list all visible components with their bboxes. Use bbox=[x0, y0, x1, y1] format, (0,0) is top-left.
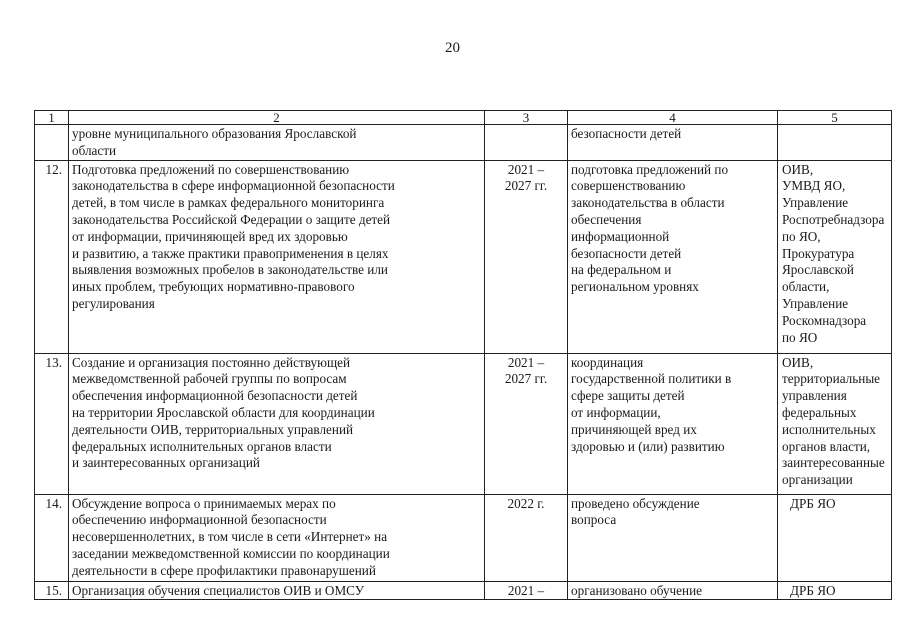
responsible-cell bbox=[778, 353, 892, 494]
cell-line: причиняющей вред их bbox=[571, 421, 697, 437]
period-cell bbox=[485, 160, 568, 353]
cell-line: 2027 гг. bbox=[504, 371, 548, 387]
cell-line: законодательства в сфере информационной безопасности bbox=[72, 178, 395, 194]
activity-cell bbox=[69, 353, 485, 494]
cell-line: несовершеннолетних, в том числе в сети «Интернет» на bbox=[72, 529, 388, 545]
cell-line: Управление bbox=[782, 195, 849, 211]
cell-line: Роскомнадзора bbox=[782, 312, 867, 328]
header-col-3: 3 bbox=[485, 111, 568, 125]
cell-line: законодательства в области bbox=[571, 195, 725, 211]
cell-line: сфере защиты детей bbox=[571, 388, 685, 404]
cell-line: здоровью и (или) развитию bbox=[571, 438, 725, 454]
cell-line: на федеральном и bbox=[571, 262, 672, 278]
cell-line: безопасности детей bbox=[571, 245, 682, 261]
cell-line: межведомственной рабочей группы по вопросам bbox=[72, 371, 347, 387]
activity-cell bbox=[69, 125, 485, 161]
row-number: 14. bbox=[35, 494, 69, 581]
result-cell bbox=[568, 353, 778, 494]
cell-line: обеспечения информационной безопасности детей bbox=[72, 388, 358, 404]
cell-line: 2021 – bbox=[507, 582, 545, 598]
cell-line: обеспечения bbox=[571, 211, 642, 227]
cell-line: заседании межведомственной комиссии по координации bbox=[72, 545, 390, 561]
cell-line: Управление bbox=[782, 295, 849, 311]
responsible-cell bbox=[778, 581, 892, 600]
cell-line: Создание и организация постоянно действующей bbox=[72, 354, 351, 370]
cell-line: 2021 – bbox=[507, 161, 545, 177]
header-col-5: 5 bbox=[778, 111, 892, 125]
cell-line: 2022 г. bbox=[507, 495, 545, 511]
cell-line: информационной bbox=[571, 228, 670, 244]
cell-line: исполнительных bbox=[782, 421, 876, 437]
cell-line: по ЯО, bbox=[782, 228, 821, 244]
cell-line: на территории Ярославской области для координации bbox=[72, 404, 375, 420]
result-cell bbox=[568, 581, 778, 600]
row-number bbox=[35, 125, 69, 161]
table-row bbox=[35, 125, 892, 161]
table-row bbox=[35, 353, 892, 494]
cell-line: УМВД ЯО, bbox=[782, 178, 846, 194]
responsible-cell bbox=[778, 125, 892, 161]
cell-line: заинтересованные bbox=[782, 455, 885, 471]
result-cell bbox=[568, 160, 778, 353]
cell-line: территориальные bbox=[782, 371, 881, 387]
cell-line: организации bbox=[782, 472, 853, 488]
activity-cell bbox=[69, 160, 485, 353]
responsible-cell bbox=[778, 494, 892, 581]
cell-line: Обсуждение вопроса о принимаемых мерах по bbox=[72, 495, 336, 511]
cell-line: управления bbox=[782, 388, 847, 404]
period-cell bbox=[485, 125, 568, 161]
cell-line: подготовка предложений по bbox=[571, 161, 729, 177]
cell-line: обеспечению информационной безопасности bbox=[72, 512, 327, 528]
cell-line: иных проблем, требующих нормативно-правового bbox=[72, 279, 355, 295]
cell-line: органов власти, bbox=[782, 438, 871, 454]
cell-line: ДРБ ЯО bbox=[790, 582, 836, 598]
cell-line: проведено обсуждение bbox=[571, 495, 700, 511]
cell-line: ДРБ ЯО bbox=[790, 495, 836, 511]
table-row bbox=[35, 581, 892, 600]
cell-line: совершенствованию bbox=[571, 178, 686, 194]
activity-cell bbox=[69, 581, 485, 600]
cell-line: деятельности ОИВ, территориальных управлений bbox=[72, 421, 354, 437]
row-number: 13. bbox=[35, 353, 69, 494]
cell-line: по ЯО bbox=[782, 329, 818, 345]
cell-line: государственной политики в bbox=[571, 371, 732, 387]
cell-line: Роспотребнадзора bbox=[782, 211, 885, 227]
header-row bbox=[35, 111, 892, 125]
cell-line: федеральных bbox=[782, 404, 857, 420]
cell-line: области, bbox=[782, 279, 830, 295]
period-cell bbox=[485, 353, 568, 494]
cell-line: организовано обучение bbox=[571, 582, 702, 598]
cell-line: и заинтересованных организаций bbox=[72, 455, 260, 471]
cell-line: 2021 – bbox=[507, 354, 545, 370]
period-cell bbox=[485, 494, 568, 581]
header-col-4: 4 bbox=[568, 111, 778, 125]
cell-line: вопроса bbox=[571, 512, 617, 528]
cell-line: Организация обучения специалистов ОИВ и ОМСУ bbox=[72, 582, 365, 598]
cell-line: от информации, причиняющей вред их здоровью bbox=[72, 228, 348, 244]
result-cell bbox=[568, 125, 778, 161]
cell-line: федеральных исполнительных органов власти bbox=[72, 438, 332, 454]
period-cell bbox=[485, 581, 568, 600]
cell-line: законодательства Российской Федерации о защите детей bbox=[72, 211, 391, 227]
plan-table bbox=[34, 110, 892, 600]
table-row bbox=[35, 160, 892, 353]
cell-line: ОИВ, bbox=[782, 354, 814, 370]
cell-line: области bbox=[72, 142, 117, 158]
cell-line: детей, в том числе в рамках федерального мониторинга bbox=[72, 195, 385, 211]
cell-line: ОИВ, bbox=[782, 161, 814, 177]
result-cell bbox=[568, 494, 778, 581]
cell-line: регулирования bbox=[72, 295, 155, 311]
cell-line: 2027 гг. bbox=[504, 178, 548, 194]
header-col-1: 1 bbox=[35, 111, 69, 125]
activity-cell bbox=[69, 494, 485, 581]
row-number: 15. bbox=[35, 581, 69, 600]
page-number: 20 bbox=[445, 40, 460, 56]
cell-line: выявления возможных пробелов в законодательстве или bbox=[72, 262, 388, 278]
cell-line: координация bbox=[571, 354, 644, 370]
responsible-cell bbox=[778, 160, 892, 353]
cell-line: и развитию, а также практики правоприменения в целях bbox=[72, 245, 389, 261]
cell-line: уровне муниципального образования Ярославской bbox=[72, 126, 357, 141]
cell-line: деятельности в сфере профилактики правонарушений bbox=[72, 562, 376, 578]
cell-line: безопасности детей bbox=[571, 126, 682, 141]
row-number: 12. bbox=[35, 160, 69, 353]
table-row bbox=[35, 494, 892, 581]
cell-line: Прокуратура bbox=[782, 245, 855, 261]
cell-line: Подготовка предложений по совершенствованию bbox=[72, 161, 350, 177]
cell-line: Ярославской bbox=[782, 262, 854, 278]
cell-line: региональном уровнях bbox=[571, 279, 699, 295]
header-col-2: 2 bbox=[69, 111, 485, 125]
cell-line: от информации, bbox=[571, 404, 661, 420]
